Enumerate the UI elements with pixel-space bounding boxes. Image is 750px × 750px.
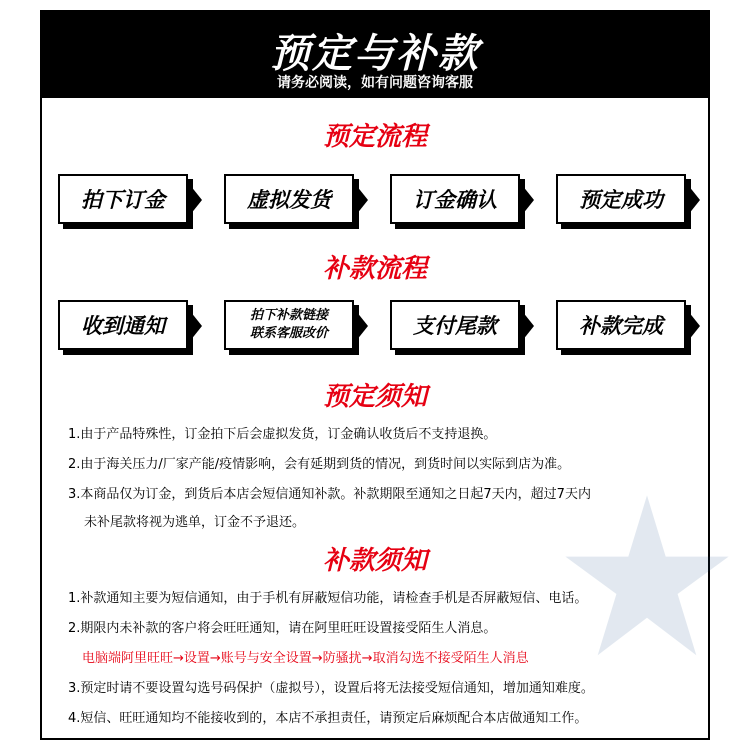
reserve-step-label: 订金确认 [390, 174, 520, 224]
payment-flow-title: 补款流程 [322, 254, 427, 284]
arrow-icon [518, 180, 534, 220]
payment-step-label: 支付尾款 [390, 300, 520, 350]
arrow-icon [186, 306, 202, 346]
reserve-notice-title: 预定须知 [322, 382, 427, 412]
arrow-icon [518, 306, 534, 346]
page-title: 预定与补款 [270, 31, 480, 77]
payment-notice-item: 3.预定时请不要设置勾选号码保护（虚拟号），设置后将无法接受短信通知，增加通知难度。 [68, 681, 594, 696]
reserve-notice-item: 3.本商品仅为订金，到货后本店会短信通知补款。补款期限至通知之日起7天内，超过7天内 [68, 487, 591, 502]
reserve-step-1 [58, 174, 203, 230]
arrow-icon [186, 180, 202, 220]
payment-notice-item: 2.期限内未补款的客户将会旺旺通知，请在阿里旺旺设置接受陌生人消息。 [68, 621, 497, 636]
page-subtitle: 请务必阅读，如有问题咨询客服 [277, 75, 473, 91]
reserve-notice-item: 未补尾款将视为逃单，订金不予退还。 [84, 515, 306, 530]
reserve-step-label: 拍下订金 [58, 174, 188, 224]
payment-flow [58, 300, 698, 358]
payment-step-line-2: 联系客服改价 [249, 326, 328, 341]
payment-step-label: 补款完成 [556, 300, 686, 350]
payment-notice-path: 电脑端阿里旺旺→设置→账号与安全设置→防骚扰→取消勾选不接受陌生人消息 [82, 651, 529, 666]
payment-notice-item: 1.补款通知主要为短信通知，由于手机有屏蔽短信功能，请检查手机是否屏蔽短信、电话。 [68, 591, 588, 606]
payment-notice-item: 4.短信、旺旺通知均不能接收到的，本店不承担责任，请预定后麻烦配合本店做通知工作。 [68, 711, 588, 726]
payment-step-2 [224, 300, 369, 356]
reserve-step-4 [556, 174, 701, 230]
payment-step-line-1: 拍下补款链接 [249, 308, 328, 323]
payment-step-label: 收到通知 [58, 300, 188, 350]
payment-step-1 [58, 300, 203, 356]
payment-step-4 [556, 300, 701, 356]
arrow-icon [352, 180, 368, 220]
reserve-step-3 [390, 174, 535, 230]
reserve-notice-item: 2.由于海关压力/厂家产能/疫情影响，会有延期到货的情况，到货时间以实际到店为准。 [68, 457, 571, 472]
poster-frame [40, 10, 710, 740]
header-banner [42, 12, 708, 98]
payment-notice-title: 补款须知 [322, 546, 427, 576]
arrow-icon [684, 180, 700, 220]
payment-step-3 [390, 300, 535, 356]
reserve-step-label: 虚拟发货 [224, 174, 354, 224]
reserve-flow [58, 174, 698, 232]
reserve-notice-item: 1.由于产品特殊性，订金拍下后会虚拟发货，订金确认收货后不支持退换。 [68, 427, 497, 442]
payment-step-label [224, 300, 354, 350]
arrow-icon [352, 306, 368, 346]
arrow-icon [684, 306, 700, 346]
reserve-step-2 [224, 174, 369, 230]
reserve-step-label: 预定成功 [556, 174, 686, 224]
reserve-flow-title: 预定流程 [322, 122, 427, 152]
